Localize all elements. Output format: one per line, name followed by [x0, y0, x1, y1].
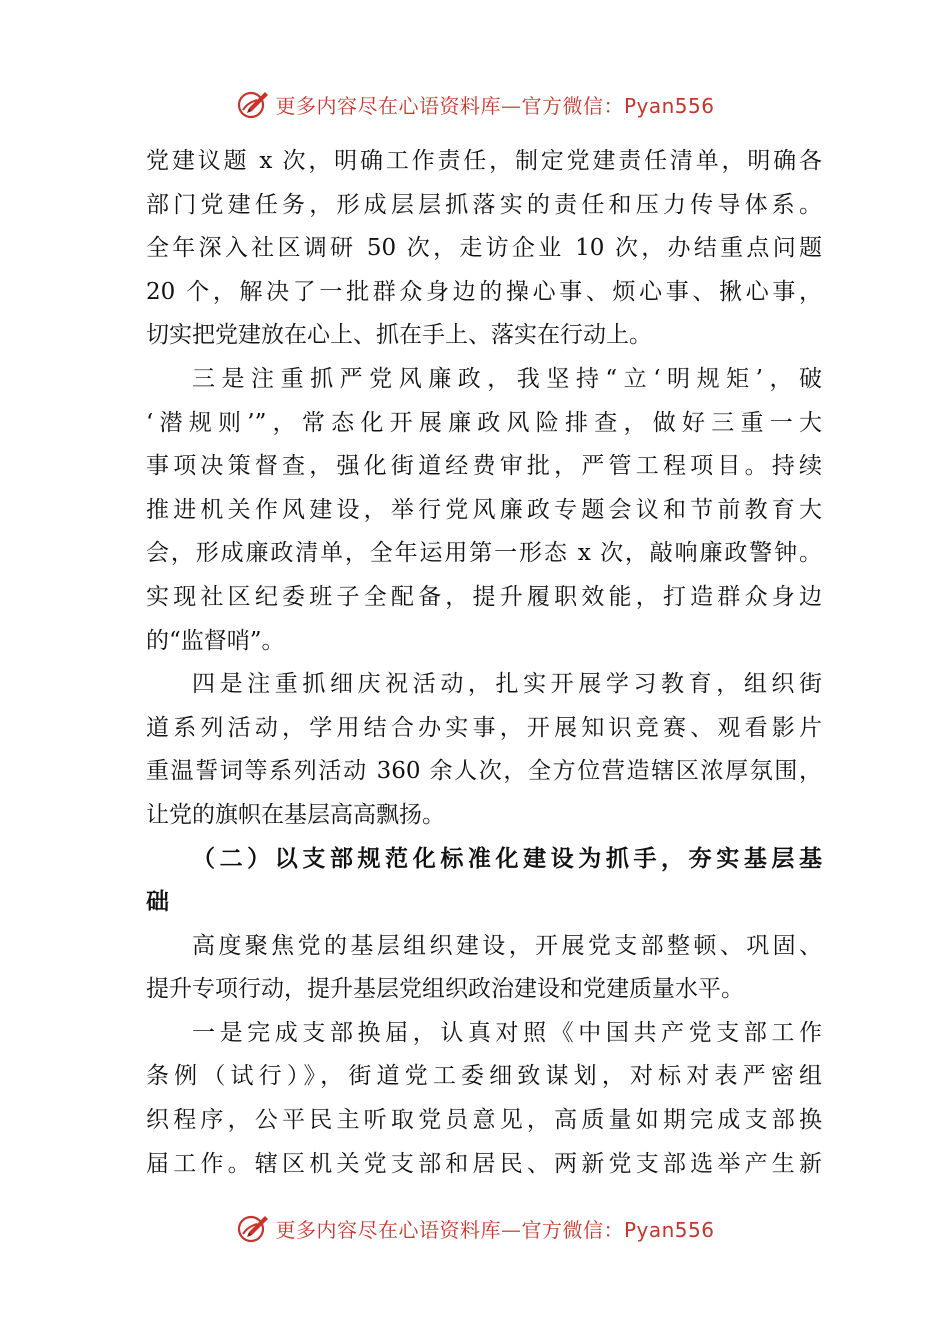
text-line: 推进机关作风建设，举行党风廉政专题会议和节前教育大: [146, 496, 822, 523]
text-line: 会，形成廉政清单，全年运用第一形态 x 次，敲响廉政警钟。: [146, 540, 822, 567]
text-line: ‘潜规则’”，常态化开展廉政风险排查，做好三重一大: [146, 409, 822, 436]
text-line: 20 个，解决了一批群众身边的操心事、烦心事、揪心事，: [146, 278, 822, 305]
document-body: [146, 140, 822, 1186]
text-line: 部门党建任务，形成层层抓落实的责任和压力传导体系。: [146, 191, 822, 218]
text-line: 条例（试行）》，街道党工委细致谋划，对标对表严密组: [146, 1063, 822, 1090]
header-watermark-banner: [0, 82, 950, 126]
text-line: 的“监督哨”。: [146, 627, 285, 654]
text-line: 提升专项行动，提升基层党组织政治建设和党建质量水平。: [146, 976, 744, 1003]
heading-line: （二）以支部规范化标准化建设为抓手，夯实基层基: [192, 845, 822, 872]
pen-logo-icon: [235, 86, 271, 122]
text-line: 高度聚焦党的基层组织建设，开展党支部整顿、巩固、: [192, 932, 822, 959]
text-line: 党建议题 x 次，明确工作责任，制定党建责任清单，明确各: [146, 148, 822, 174]
text-line: 切实把党建放在心上、抓在手上、落实在行动上。: [146, 322, 652, 349]
footer-watermark-banner: [0, 1206, 950, 1250]
section-heading: [146, 838, 822, 925]
text-line: 事项决策督查，强化街道经费审批，严管工程项目。持续: [146, 453, 822, 480]
text-line: 四是注重抓细庆祝活动，扎实开展学习教育，组织街: [192, 671, 822, 698]
paragraph-party-building-continued: [146, 140, 822, 358]
paragraph-branch-election: [146, 1012, 822, 1186]
watermark-text: 更多内容尽在心语资料库—官方微信：Pyan556: [275, 1217, 715, 1242]
paragraph-integrity: [146, 358, 822, 663]
text-line: 一是完成支部换届，认真对照《中国共产党支部工作: [192, 1019, 822, 1046]
text-line: 实现社区纪委班子全配备，提升履职效能，打造群众身边: [146, 583, 822, 610]
pen-logo-icon: [235, 1210, 271, 1246]
paragraph-grassroots-focus: [146, 925, 822, 1012]
text-line: 届工作。辖区机关党支部和居民、两新党支部选举产生新: [146, 1150, 822, 1177]
text-line: 三是注重抓严党风廉政，我坚持“立‘明规矩’，破: [192, 365, 822, 392]
heading-line: 础: [146, 889, 169, 916]
text-line: 全年深入社区调研 50 次，走访企业 10 次，办结重点问题: [146, 235, 822, 262]
text-line: 重温誓词等系列活动 360 余人次，全方位营造辖区浓厚氛围，: [146, 758, 822, 785]
paragraph-celebration: [146, 663, 822, 837]
watermark-text: 更多内容尽在心语资料库—官方微信：Pyan556: [275, 93, 715, 118]
text-line: 道系列活动，学用结合办实事，开展知识竞赛、观看影片: [146, 714, 822, 741]
text-line: 织程序，公平民主听取党员意见，高质量如期完成支部换: [146, 1107, 822, 1134]
text-line: 让党的旗帜在基层高高飘扬。: [146, 801, 445, 828]
